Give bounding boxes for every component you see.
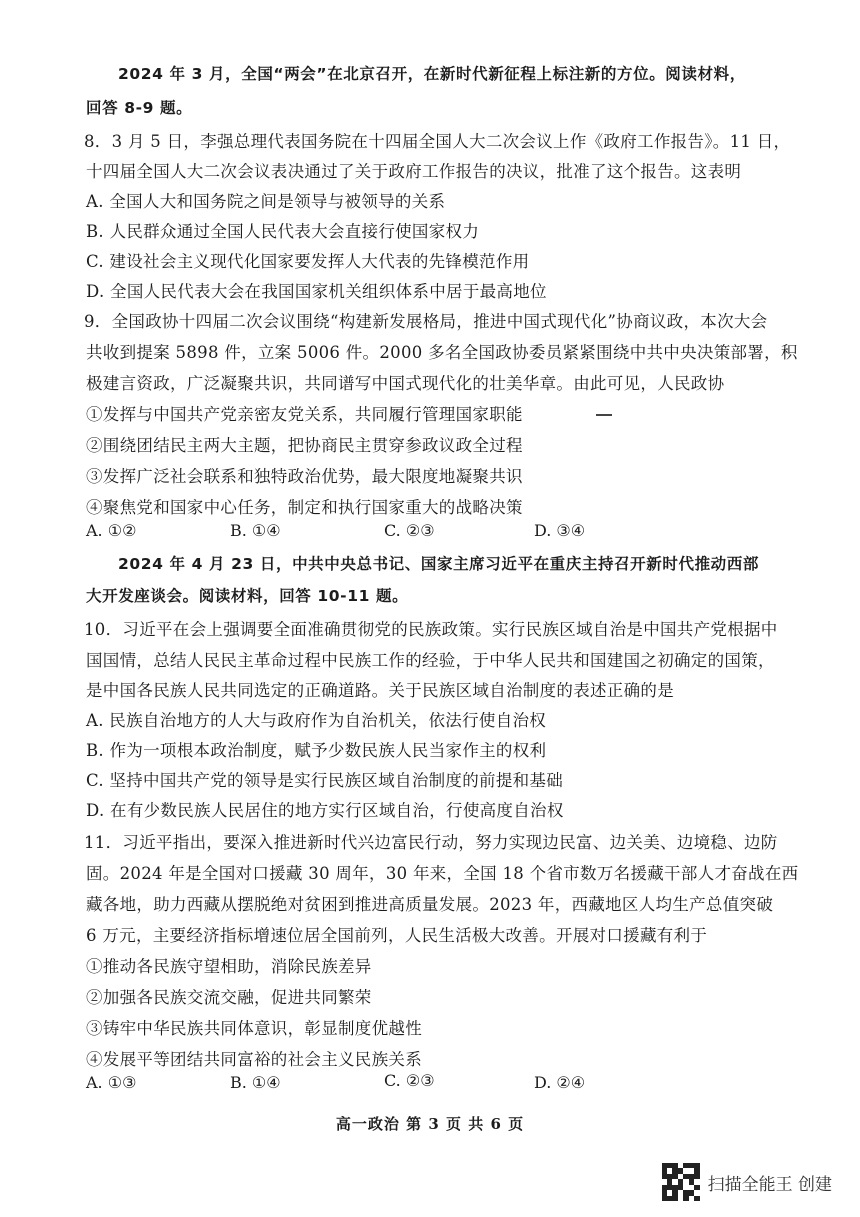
q9-item-4: ④聚焦党和国家中心任务，制定和执行国家重大的战略决策 <box>86 498 523 517</box>
q10-option-d: D. 在有少数民族人民居住的地方实行区域自治，行使高度自治权 <box>86 801 564 820</box>
q8-option-d: D. 全国人民代表大会在我国国家机关组织体系中居于最高地位 <box>86 282 547 301</box>
q11-stem-line-1: 11．习近平指出，要深入推进新时代兴边富民行动，努力实现边民富、边关美、边境稳、边防 <box>84 833 778 852</box>
q11-choice-c: C. ②③ <box>384 1071 435 1090</box>
q11-item-1: ①推动各民族守望相助，消除民族差异 <box>86 957 372 976</box>
q10-stem-line-1: 10．习近平在会上强调要全面准确贯彻党的民族政策。实行民族区域自治是中国共产党根据中 <box>84 620 778 639</box>
q8-stem-line-1: 8．3 月 5 日，李强总理代表国务院在十四届全国人大二次会议上作《政府工作报告》。11 日， <box>84 132 791 151</box>
qr-code-icon <box>662 1163 700 1201</box>
intro-10-11-line-1: 2024 年 4 月 23 日，中共中央总书记、国家主席习近平在重庆主持召开新时代推动西部 <box>118 555 759 573</box>
q11-stem-line-2: 固。2024 年是全国对口援藏 30 周年，30 年来，全国 18 个省市数万名援藏干部人才奋战在西 <box>86 864 799 883</box>
q9-item-1: ①发挥与中国共产党亲密友党关系，共同履行管理国家职能 <box>86 405 523 424</box>
q11-choice-b: B. ①④ <box>230 1073 281 1092</box>
q11-item-3: ③铸牢中华民族共同体意识，彰显制度优越性 <box>86 1019 422 1038</box>
q9-choice-d: D. ③④ <box>534 521 586 540</box>
q9-choice-b: B. ①④ <box>230 521 281 540</box>
scanner-watermark <box>662 1163 832 1201</box>
q9-choice-a: A. ①② <box>86 521 137 540</box>
scan-mark <box>596 414 612 416</box>
q9-stem-line-3: 极建言资政，广泛凝聚共识，共同谱写中国式现代化的壮美华章。由此可见，人民政协 <box>86 374 725 393</box>
q9-item-3: ③发挥广泛社会联系和独特政治优势，最大限度地凝聚共识 <box>86 467 523 486</box>
q10-stem-line-3: 是中国各民族人民共同选定的正确道路。关于民族区域自治制度的表述正确的是 <box>86 681 674 700</box>
q8-option-c: C. 建设社会主义现代化国家要发挥人大代表的先锋模范作用 <box>86 252 530 271</box>
q11-item-2: ②加强各民族交流交融，促进共同繁荣 <box>86 988 372 1007</box>
q8-stem-line-2: 十四届全国人大二次会议表决通过了关于政府工作报告的决议，批准了这个报告。这表明 <box>86 162 742 181</box>
q10-option-a: A. 民族自治地方的人大与政府作为自治机关，依法行使自治权 <box>86 711 547 730</box>
q8-option-a: A. 全国人大和国务院之间是领导与被领导的关系 <box>86 192 446 211</box>
q9-stem-line-2: 共收到提案 5898 件，立案 5006 件。2000 多名全国政协委员紧紧围绕中共中央决策部署，积 <box>86 343 798 362</box>
page-footer: 高一政治 第 3 页 共 6 页 <box>335 1115 525 1133</box>
q11-choice-a: A. ①③ <box>86 1073 137 1092</box>
q11-stem-line-3: 藏各地，助力西藏从摆脱绝对贫困到推进高质量发展。2023 年，西藏地区人均生产总值突破 <box>86 895 774 914</box>
intro-10-11-line-2: 大开发座谈会。阅读材料，回答 10-11 题。 <box>86 587 409 605</box>
q9-choice-c: C. ②③ <box>384 521 435 540</box>
q11-item-4: ④发展平等团结共同富裕的社会主义民族关系 <box>86 1050 422 1069</box>
intro-8-9-line-1: 2024 年 3 月，全国“两会”在北京召开，在新时代新征程上标注新的方位。阅读材料， <box>118 65 746 83</box>
intro-8-9-line-2: 回答 8-9 题。 <box>86 99 193 117</box>
q11-choice-d: D. ②④ <box>534 1073 586 1092</box>
q10-option-b: B. 作为一项根本政治制度，赋予少数民族人民当家作主的权利 <box>86 741 547 760</box>
q11-stem-line-4: 6 万元，主要经济指标增速位居全国前列，人民生活极大改善。开展对口援藏有利于 <box>86 926 708 945</box>
q10-stem-line-2: 国国情，总结人民民主革命过程中民族工作的经验，于中华人民共和国建国之初确定的国策， <box>86 651 775 670</box>
q9-stem-line-1: 9．全国政协十四届二次会议围绕“构建新发展格局，推进中国式现代化”协商议政，本次大会 <box>84 312 768 331</box>
q10-option-c: C. 坚持中国共产党的领导是实行民族区域自治制度的前提和基础 <box>86 771 564 790</box>
q8-option-b: B. 人民群众通过全国人民代表大会直接行使国家权力 <box>86 222 480 241</box>
watermark-text: 扫描全能王 创建 <box>707 1174 832 1195</box>
q9-item-2: ②围绕团结民主两大主题，把协商民主贯穿参政议政全过程 <box>86 436 523 455</box>
